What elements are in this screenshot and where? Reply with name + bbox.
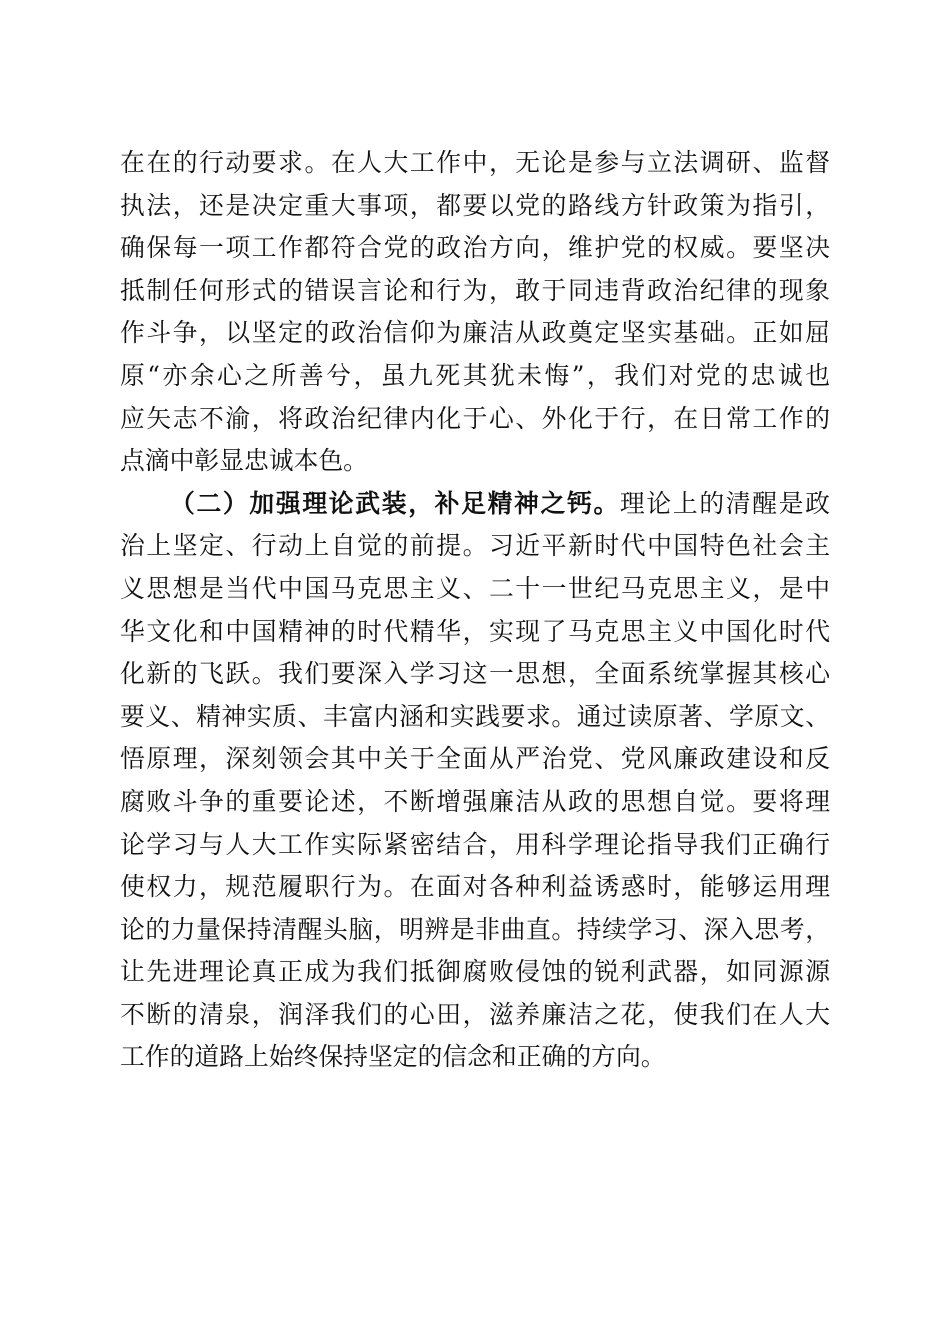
paragraph-1-line: 确保每一项工作都符合党的政治方向，维护党的权威。要坚决: [120, 233, 830, 263]
paragraph-2-first-line: [120, 483, 830, 526]
section-heading: （二）加强理论武装，补足精神之钙。: [170, 488, 620, 518]
paragraph-2-line: 华文化和中国精神的时代精华，实现了马克思主义中国化时代: [120, 616, 830, 646]
paragraph-2-line: 论学习与人大工作实际紧密结合，用科学理论指导我们正确行: [120, 829, 830, 859]
paragraph-1-line: 抵制任何形式的错误言论和行为，敢于同违背政治纪律的现象: [120, 275, 830, 305]
paragraph-2: [120, 483, 830, 1079]
paragraph-2-line: 腐败斗争的重要论述，不断增强廉洁从政的思想自觉。要将理: [120, 786, 830, 816]
paragraph-1-line: 在在的行动要求。在人大工作中，无论是参与立法调研、监督: [120, 148, 830, 177]
paragraph-2-line: 义思想是当代中国马克思主义、二十一世纪马克思主义，是中: [120, 573, 830, 603]
paragraph-2-line: 化新的飞跃。我们要深入学习这一思想，全面系统掌握其核心: [120, 659, 830, 689]
paragraph-2-line: 让先进理论真正成为我们抵御腐败侵蚀的锐利武器，如同源源: [120, 957, 830, 987]
paragraph-1-line: 点滴中彰显忠诚本色。: [120, 446, 368, 476]
paragraph-2-line: 治上坚定、行动上自觉的前提。习近平新时代中国特色社会主: [120, 531, 830, 561]
paragraph-2-line: 要义、精神实质、丰富内涵和实践要求。通过读原著、学原文、: [120, 701, 830, 731]
paragraph-1-line: 作斗争，以坚定的政治信仰为廉洁从政奠定坚实基础。正如屈: [120, 318, 830, 348]
paragraph-2-line: 不断的清泉，润泽我们的心田，滋养廉洁之花，使我们在人大: [120, 999, 830, 1029]
paragraph-2-line: 悟原理，深刻领会其中关于全面从严治党、党风廉政建设和反: [120, 744, 830, 774]
paragraph-1-line: 原“亦余心之所善兮，虽九死其犹未悔”，我们对党的忠诚也: [120, 360, 830, 390]
paragraph-1-line: 应矢志不渝，将政治纪律内化于心、外化于行，在日常工作的: [120, 403, 830, 433]
paragraph-2-line: 论的力量保持清醒头脑，明辨是非曲直。持续学习、深入思考，: [120, 914, 830, 944]
paragraph-1: [120, 142, 830, 483]
paragraph-2-line: 工作的道路上始终保持坚定的信念和正确的方向。: [120, 1042, 666, 1072]
document-body: [120, 142, 830, 1079]
paragraph-2-first-line-text: 理论上的清醒是政: [619, 488, 830, 518]
paragraph-1-line: 执法，还是决定重大事项，都要以党的路线方针政策为指引，: [120, 190, 830, 220]
paragraph-2-line: 使权力，规范履职行为。在面对各种利益诱惑时，能够运用理: [120, 872, 830, 902]
